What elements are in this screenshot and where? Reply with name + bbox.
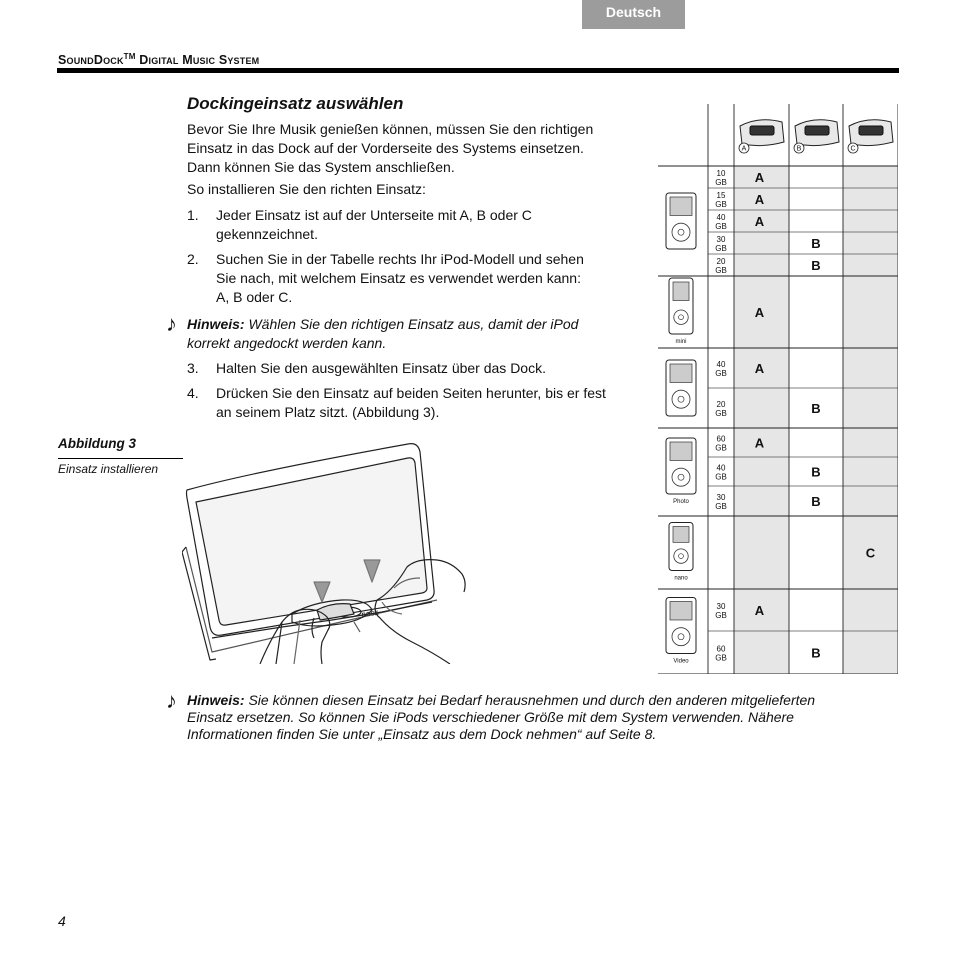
insert-b-mark: B <box>811 236 821 251</box>
ipod-model-label: Photo <box>673 499 689 505</box>
step-line: Halten Sie den ausgewählten Einsatz über das Dock. <box>216 360 546 376</box>
svg-text:BOSE: BOSE <box>361 610 380 619</box>
product-name: SoundDock <box>58 53 124 68</box>
step-line: A, B oder C. <box>216 289 293 305</box>
capacity-unit: GB <box>715 653 727 663</box>
step-line: Drücken Sie den Einsatz auf beiden Seiten herunter, bis er fest <box>216 385 606 401</box>
ipod-compatibility-table <box>658 104 898 674</box>
capacity-unit: GB <box>715 178 727 187</box>
capacity-unit: GB <box>715 409 727 418</box>
step-line: an seinem Platz sitzt. (Abbildung 3). <box>216 404 440 420</box>
capacity-label: 40 <box>716 463 726 473</box>
capacity-label: 10 <box>716 169 726 178</box>
capacity-label: 20 <box>716 257 726 266</box>
capacity-unit: GB <box>715 502 727 511</box>
capacity-unit: GB <box>715 443 727 453</box>
capacity-unit: GB <box>715 244 727 253</box>
step-line: Jeder Einsatz ist auf der Unterseite mit A, B oder C <box>216 207 532 223</box>
ipod-classic-icon <box>666 193 696 249</box>
music-note-icon: ♪ <box>166 688 177 713</box>
insert-b-mark: B <box>811 401 821 416</box>
capacity-label: 60 <box>716 434 726 444</box>
step-2 <box>187 250 584 307</box>
note-2 <box>187 692 815 743</box>
ipod-classic-icon <box>666 360 696 416</box>
capacity-label: 30 <box>716 602 726 611</box>
insert-a-mark: A <box>754 435 765 451</box>
header-rule <box>57 68 899 73</box>
ipod-model-label: mini <box>675 339 687 345</box>
step-number: 3. <box>187 360 199 376</box>
insert-b-mark: B <box>811 494 821 509</box>
dock-insert-a-icon <box>739 120 784 153</box>
insert-letter: C <box>850 145 856 153</box>
install-lead: So installieren Sie den richten Einsatz: <box>187 181 426 197</box>
insert-a-mark: A <box>754 192 765 207</box>
page-number: 4 <box>58 913 66 929</box>
ipod-video-icon <box>666 598 696 665</box>
insert-c-mark: C <box>865 545 876 561</box>
insert-a-mark: A <box>754 170 765 185</box>
insert-b-mark: B <box>811 464 821 480</box>
capacity-label: 40 <box>716 360 726 369</box>
note-text: Informationen finden Sie unter „Einsatz aus dem Dock nehmen“ auf Seite 8. <box>187 726 657 742</box>
capacity-label: 30 <box>716 493 726 502</box>
capacity-unit: GB <box>715 472 727 482</box>
step-line: Suchen Sie in der Tabelle rechts Ihr iPod-Modell und sehen <box>216 251 584 267</box>
insert-b-mark: B <box>811 258 821 273</box>
note-text: korrekt angedockt werden kann. <box>187 335 387 351</box>
insert-a-mark: A <box>754 305 765 320</box>
capacity-unit: GB <box>715 266 727 275</box>
insert-a-mark: A <box>754 361 765 376</box>
capacity-unit: GB <box>715 611 727 620</box>
insert-letter: B <box>796 145 802 153</box>
document-header <box>58 52 259 67</box>
insert-a-mark: A <box>754 603 765 618</box>
language-tab[interactable]: Deutsch <box>582 0 685 29</box>
step-1 <box>187 206 532 244</box>
ipod-photo-icon <box>666 438 696 505</box>
capacity-label: 20 <box>716 400 726 409</box>
note-text: Sie können diesen Einsatz bei Bedarf herausnehmen und durch den anderen mitgelieferten <box>244 692 816 708</box>
dock-insert-illustration <box>182 442 472 664</box>
intro-line: Bevor Sie Ihre Musik genießen können, müssen Sie den richtigen <box>187 121 594 137</box>
product-name-rest: Digital Music System <box>135 53 260 68</box>
figure-rule <box>58 458 183 459</box>
capacity-unit: GB <box>715 200 727 209</box>
figure-label: Abbildung 3 <box>58 436 136 451</box>
capacity-label: 30 <box>716 235 726 244</box>
step-number: 2. <box>187 251 199 267</box>
ipod-nano-icon <box>669 523 693 582</box>
step-line: gekennzeichnet. <box>216 226 318 242</box>
capacity-label: 40 <box>716 213 726 222</box>
capacity-label: 15 <box>716 191 726 200</box>
capacity-unit: GB <box>715 222 727 231</box>
dock-insert-b-icon <box>794 120 839 153</box>
dock-insert-c-icon <box>848 120 893 153</box>
music-note-icon: ♪ <box>166 311 177 336</box>
insert-b-mark: B <box>811 645 821 661</box>
step-number: 1. <box>187 207 199 223</box>
insert-letter: A <box>741 145 747 153</box>
step-line: Sie nach, mit welchem Einsatz es verwendet werden kann: <box>216 270 581 286</box>
section-title: Dockingeinsatz auswählen <box>187 94 404 113</box>
note-1 <box>187 315 578 353</box>
trademark: TM <box>123 52 136 61</box>
intro-line: Einsatz in das Dock auf der Vorderseite des Systems einsetzen. <box>187 140 584 156</box>
note-text: Wählen Sie den richtigen Einsatz aus, damit der iPod <box>244 316 579 332</box>
intro-line: Dann können Sie das System anschließen. <box>187 159 455 175</box>
step-number: 4. <box>187 385 199 401</box>
step-4 <box>187 384 606 422</box>
step-3 <box>187 359 546 378</box>
note-label: Hinweis: <box>187 692 245 708</box>
figure-caption: Einsatz installieren <box>58 462 159 476</box>
ipod-mini-icon <box>669 278 693 345</box>
insert-a-mark: A <box>754 214 765 229</box>
note-text: Einsatz ersetzen. So können Sie iPods verschiedener Größe mit dem System verwenden. Nähere <box>187 709 794 725</box>
ipod-model-label: Video <box>673 658 689 665</box>
note-label: Hinweis: <box>187 316 245 332</box>
ipod-model-label: nano <box>674 575 688 582</box>
capacity-unit: GB <box>715 369 727 378</box>
capacity-label: 60 <box>716 644 726 654</box>
intro-paragraph <box>187 120 593 177</box>
